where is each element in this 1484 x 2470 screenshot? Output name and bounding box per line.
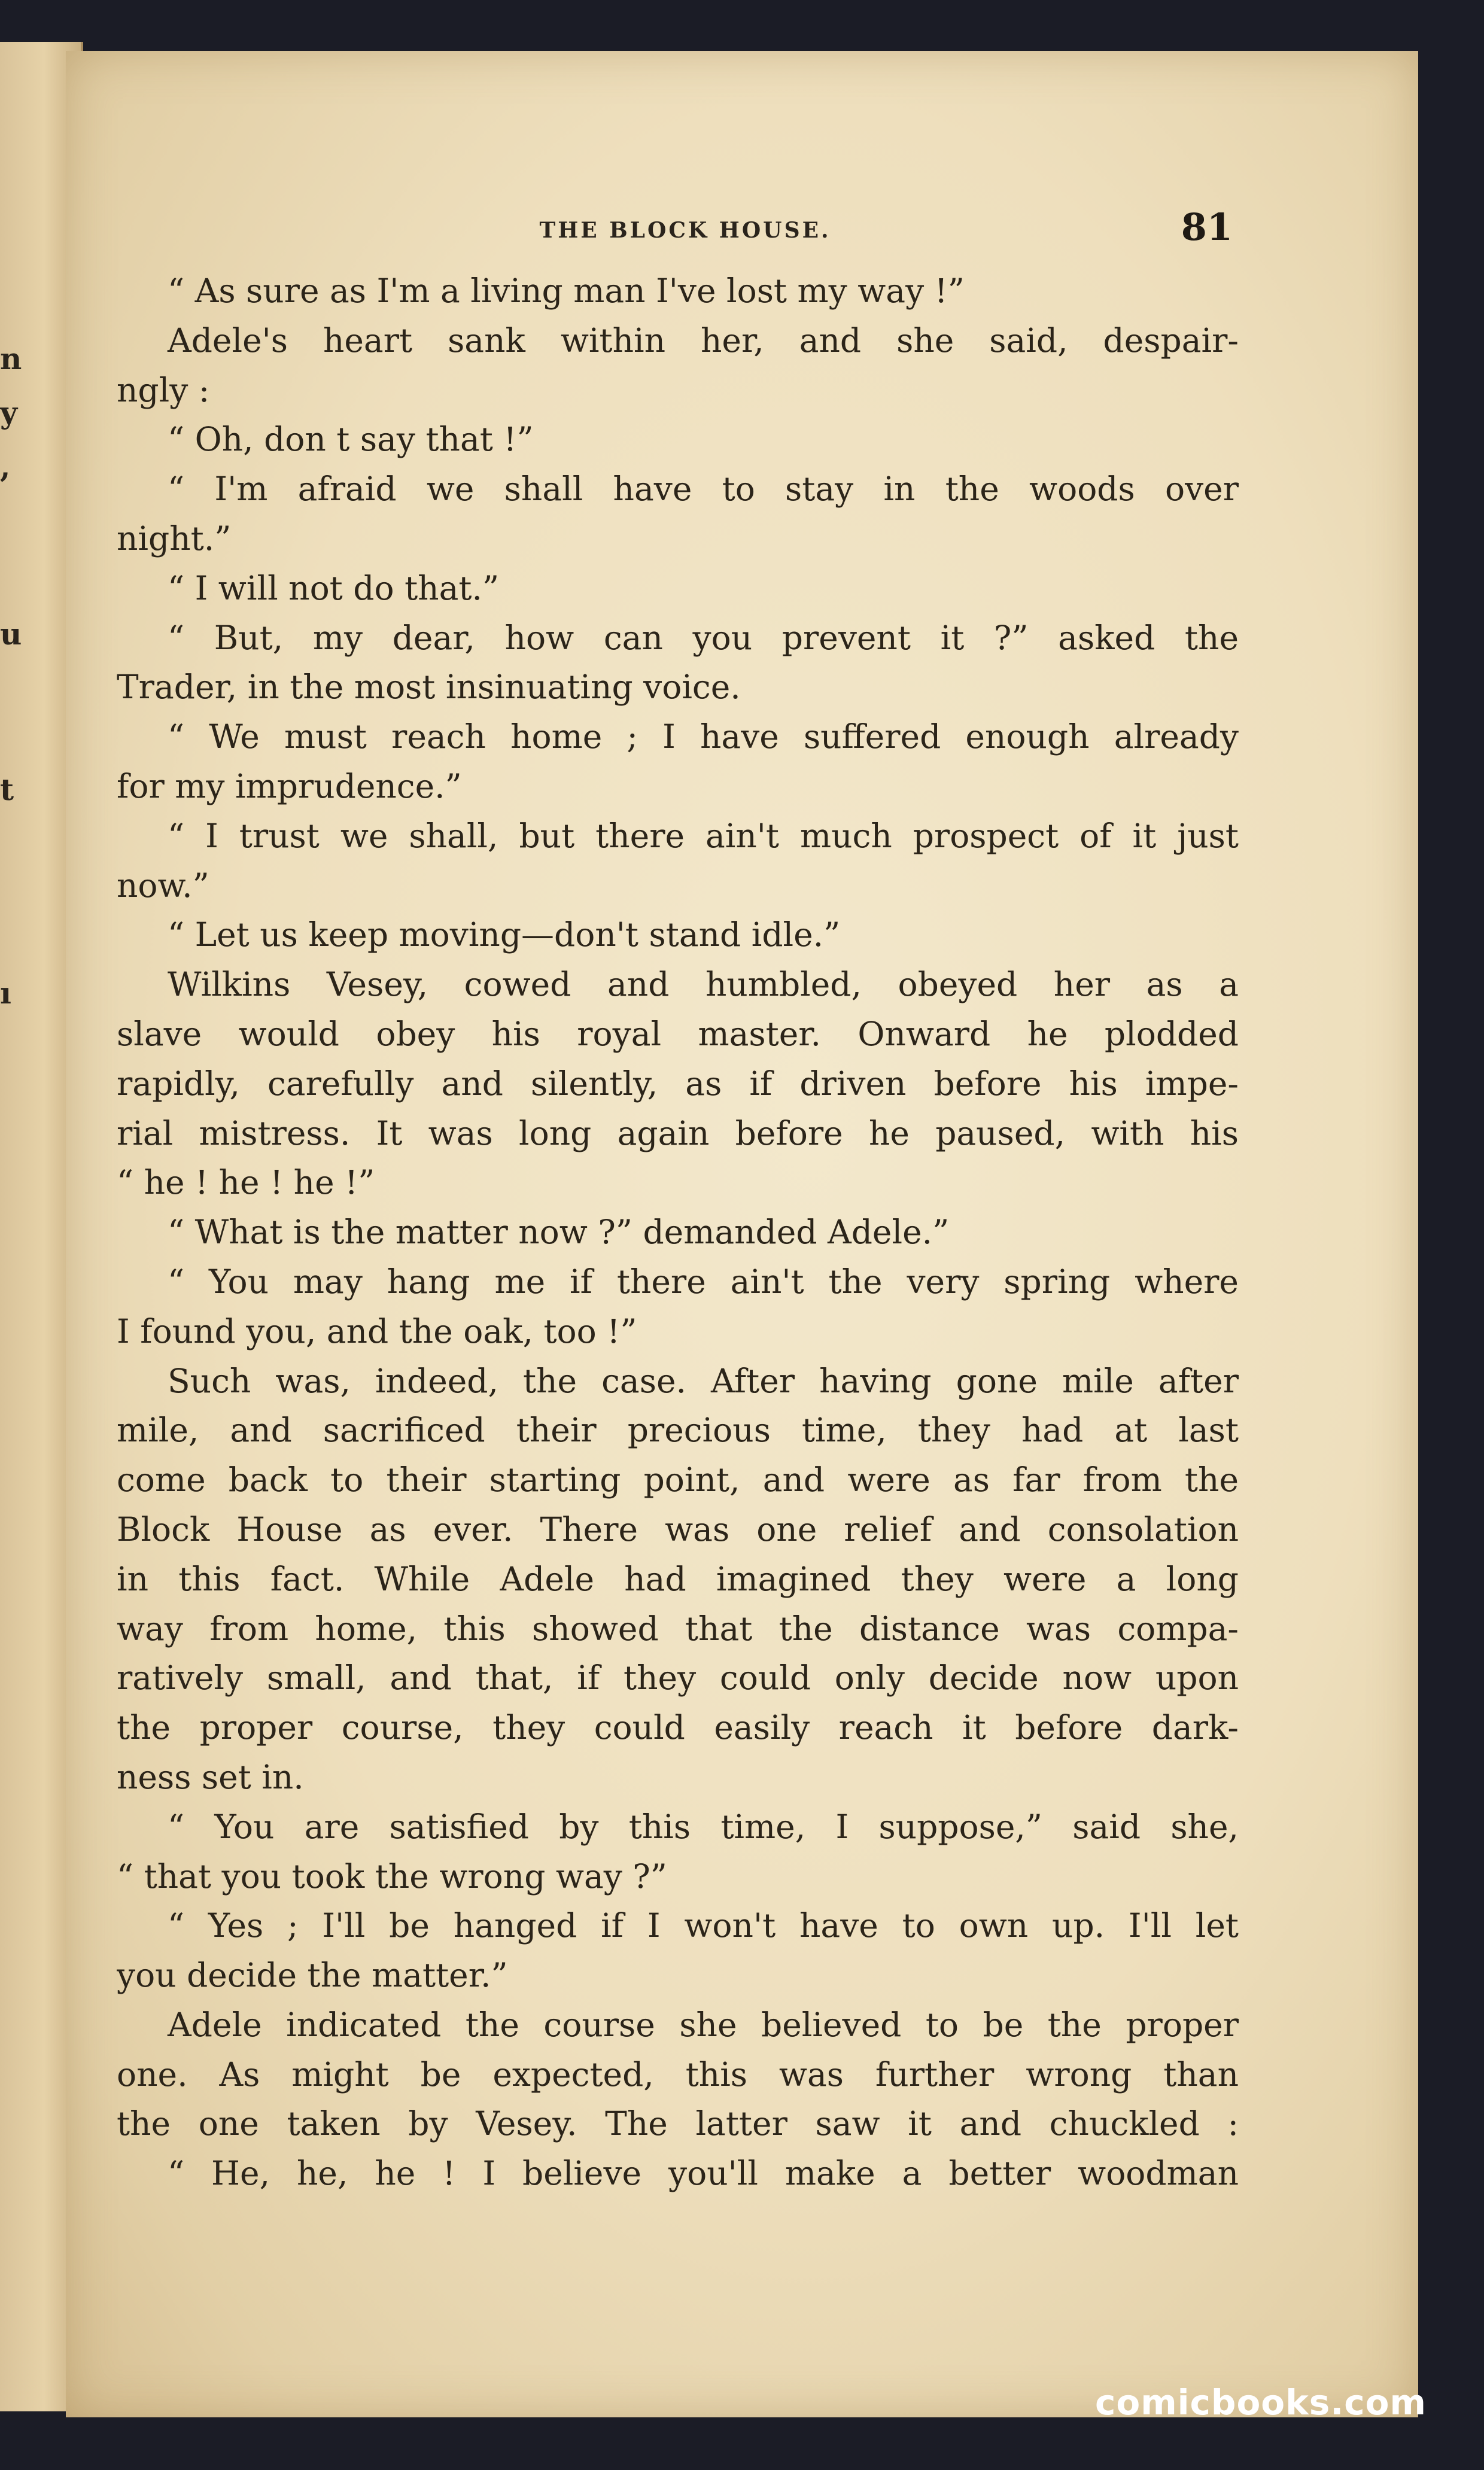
text-line: rial mistress. It was long again before he paused, with his [117,1114,1239,1152]
text-line: you decide the matter.” [117,1956,508,1995]
text-line: “ I will not do that.” [168,568,500,607]
text-line: the one taken by Vesey. The latter saw it and chuckled : [117,2104,1239,2143]
body-text [117,266,1239,2198]
running-title: THE BLOCK HOUSE. [539,218,831,243]
text-line: Wilkins Vesey, cowed and humbled, obeyed her as a [168,965,1239,1004]
text-line: Block House as ever. There was one relief and consolation [117,1510,1239,1549]
facing-page-fragment: t [0,772,14,807]
running-head [138,205,1233,251]
text-line: now.” [117,866,209,905]
text-line: “ I'm afraid we shall have to stay in the woods over [168,470,1239,509]
text-line: Such was, indeed, the case. After having gone mile after [168,1361,1239,1400]
text-line: ngly : [117,370,210,409]
facing-page-fragment: , [0,449,11,484]
text-line: “ We must reach home ; I have suffered enough already [168,717,1239,756]
text-line: Adele indicated the course she believed to be the proper [168,2005,1239,2044]
text-line: in this fact. While Adele had imagined they were a long [117,1559,1239,1598]
text-line: way from home, this showed that the distance was compa- [117,1609,1239,1648]
text-line: rapidly, carefully and silently, as if driven before his impe- [117,1064,1239,1103]
text-line: ness set in. [117,1757,304,1796]
text-line: night.” [117,519,232,558]
text-line: come back to their starting point, and were as far from the [117,1461,1239,1499]
facing-page-fragment: u [0,616,22,652]
text-line: “ What is the matter now ?” demanded Adele.” [168,1213,950,1252]
text-line: for my imprudence.” [117,766,462,805]
text-line: “ He, he, he ! I believe you'll make a better woodman [168,2154,1239,2193]
text-line: one. As might be expected, this was further wrong than [117,2055,1239,2094]
text-line: slave would obey his royal master. Onward he plodded [117,1014,1239,1053]
text-line: mile, and sacrificed their precious time, they had at last [117,1411,1239,1450]
text-line: the proper course, they could easily reach it before dark- [117,1708,1239,1747]
page-number: 81 [1181,205,1233,249]
text-line: Adele's heart sank within her, and she said, despair- [168,321,1239,360]
text-line: ratively small, and that, if they could only decide now upon [117,1659,1239,1698]
facing-page-fragment: n [0,341,22,376]
text-line: “ that you took the wrong way ?” [117,1857,667,1896]
text-line: “ As sure as I'm a living man I've lost my way !” [168,272,965,310]
text-line: “ You are satisfied by this time, I suppose,” said she, [168,1807,1239,1846]
text-line: I found you, and the oak, too !” [117,1312,637,1350]
text-line: “ But, my dear, how can you prevent it ?” asked the [168,618,1239,657]
facing-page-fragment: ı [0,975,11,1011]
text-line: Trader, in the most insinuating voice. [117,668,741,707]
text-line: “ You may hang me if there ain't the very spring where [168,1262,1239,1301]
text-line: “ I trust we shall, but there ain't much prospect of it just [168,816,1239,855]
text-line: “ he ! he ! he !” [117,1163,375,1202]
facing-page-fragment: y [0,395,18,430]
text-line: “ Yes ; I'll be hanged if I won't have to own up. I'll let [168,1906,1239,1945]
text-line: “ Oh, don t say that !” [168,420,534,459]
site-watermark: comicbooks.com [1095,2382,1427,2423]
text-line: “ Let us keep moving—don't stand idle.” [168,915,841,954]
